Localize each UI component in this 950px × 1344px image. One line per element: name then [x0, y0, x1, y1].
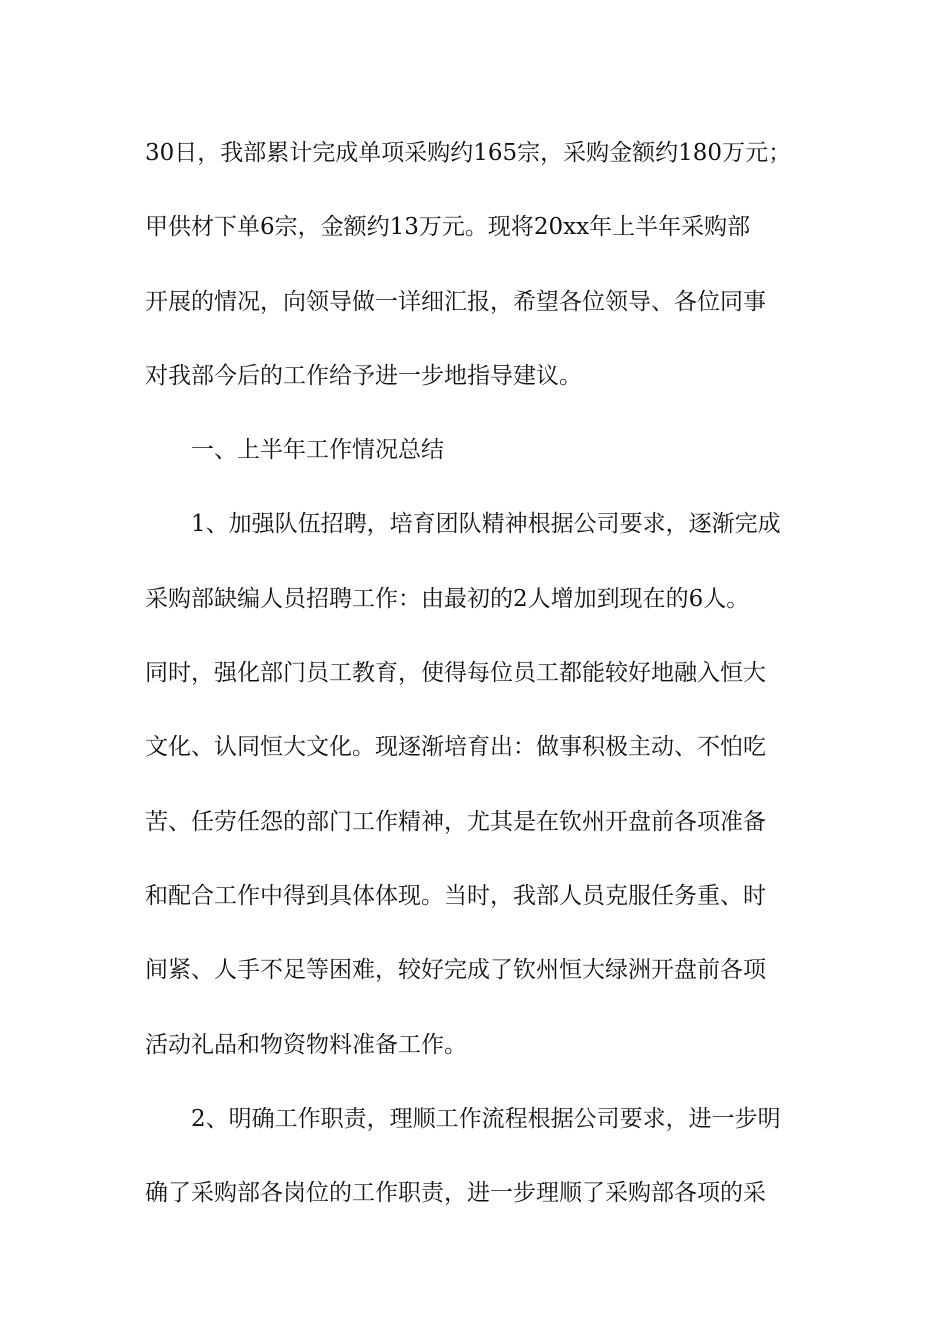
text-line-3: 开展的情况，向领导做一详细汇报，希望各位领导、各位同事 — [145, 288, 766, 315]
text-line-14: 2、明确工作职责，理顺工作流程根据公司要求，进一步明 — [191, 1105, 781, 1132]
document-body — [145, 128, 815, 1242]
text-line-2: 甲供材下单6宗，金额约13万元。现将20xx年上半年采购部 — [145, 214, 751, 241]
text-line-9: 文化、认同恒大文化。现逐渐培育出：做事积极主动、不怕吃 — [145, 734, 766, 761]
text-line-10: 苦、任劳任怨的部门工作精神，尤其是在钦州开盘前各项准备 — [145, 808, 766, 835]
text-line-13: 活动礼品和物资物料准备工作。 — [145, 1031, 467, 1058]
text-line-8: 同时，强化部门员工教育，使得每位员工都能较好地融入恒大 — [145, 660, 766, 687]
text-line-15: 确了采购部各岗位的工作职责，进一步理顺了采购部各项的采 — [145, 1180, 766, 1207]
text-line-1: 30日，我部累计完成单项采购约165宗，采购金额约180万元； — [145, 140, 792, 166]
text-line-7: 采购部缺编人员招聘工作：由最初的2人增加到现在的6人。 — [145, 585, 750, 612]
text-line-4: 对我部今后的工作给予进一步地指导建议。 — [145, 362, 582, 389]
text-line-11: 和配合工作中得到具体体现。当时，我部人员克服任务重、时 — [145, 882, 766, 909]
text-line-6: 1、加强队伍招聘，培育团队精神根据公司要求，逐渐完成 — [191, 511, 781, 538]
section-heading: 一、上半年工作情况总结 — [191, 437, 444, 464]
text-line-12: 间紧、人手不足等困难，较好完成了钦州恒大绿洲开盘前各项 — [145, 957, 766, 984]
